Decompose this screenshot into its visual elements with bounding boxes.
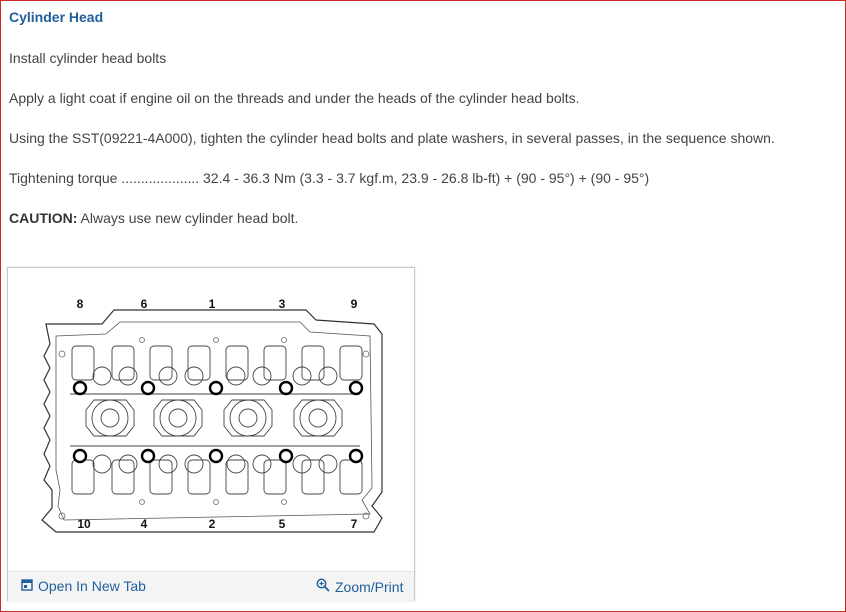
figure-footer	[8, 571, 414, 601]
bolt-sequence-top-4: 3	[278, 297, 286, 311]
step-apply-oil: Apply a light coat if engine oil on the threads and under the heads of the cylinder head bolts.	[9, 90, 580, 106]
cylinder-head-bolt-sequence-diagram[interactable]	[10, 270, 410, 570]
bolt-sequence-top-2: 6	[140, 297, 148, 311]
caution-label: CAUTION:	[9, 210, 78, 226]
zoom-print-label: Zoom/Print	[335, 578, 404, 595]
open-in-new-tab-link[interactable]	[21, 578, 146, 594]
bolt-sequence-bottom-4: 5	[278, 517, 286, 531]
step-install: Install cylinder head bolts	[9, 50, 167, 66]
bolt-sequence-top-3: 1	[208, 297, 216, 311]
open-in-new-tab-label: Open In New Tab	[38, 578, 146, 594]
figure-card	[7, 267, 415, 601]
diagram-svg	[10, 270, 410, 570]
caution-note	[9, 210, 298, 226]
bolt-sequence-top-5: 9	[350, 297, 358, 311]
bolt-sequence-bottom-1: 10	[77, 517, 91, 531]
bolt-sequence-bottom-5: 7	[350, 517, 358, 531]
bolt-sequence-bottom-3: 2	[208, 517, 216, 531]
open-in-new-tab-icon	[21, 578, 38, 594]
bolt-sequence-bottom-2: 4	[140, 517, 148, 531]
zoom-print-link[interactable]	[316, 578, 403, 595]
step-tighten-sequence: Using the SST(09221-4A000), tighten the cylinder head bolts and plate washers, in several passes, in the sequence shown.	[9, 130, 775, 146]
page-title: Cylinder Head	[9, 9, 104, 25]
zoom-magnifier-icon	[316, 578, 335, 595]
caution-text: Always use new cylinder head bolt.	[77, 210, 299, 226]
bolt-sequence-top-1: 8	[76, 297, 84, 311]
step-torque-spec: Tightening torque .................... 32.4 - 36.3 Nm (3.3 - 3.7 kgf.m, 23.9 - 26.8 lb-ft) + (90 - 95°) + (90 - 95°)	[9, 170, 650, 186]
